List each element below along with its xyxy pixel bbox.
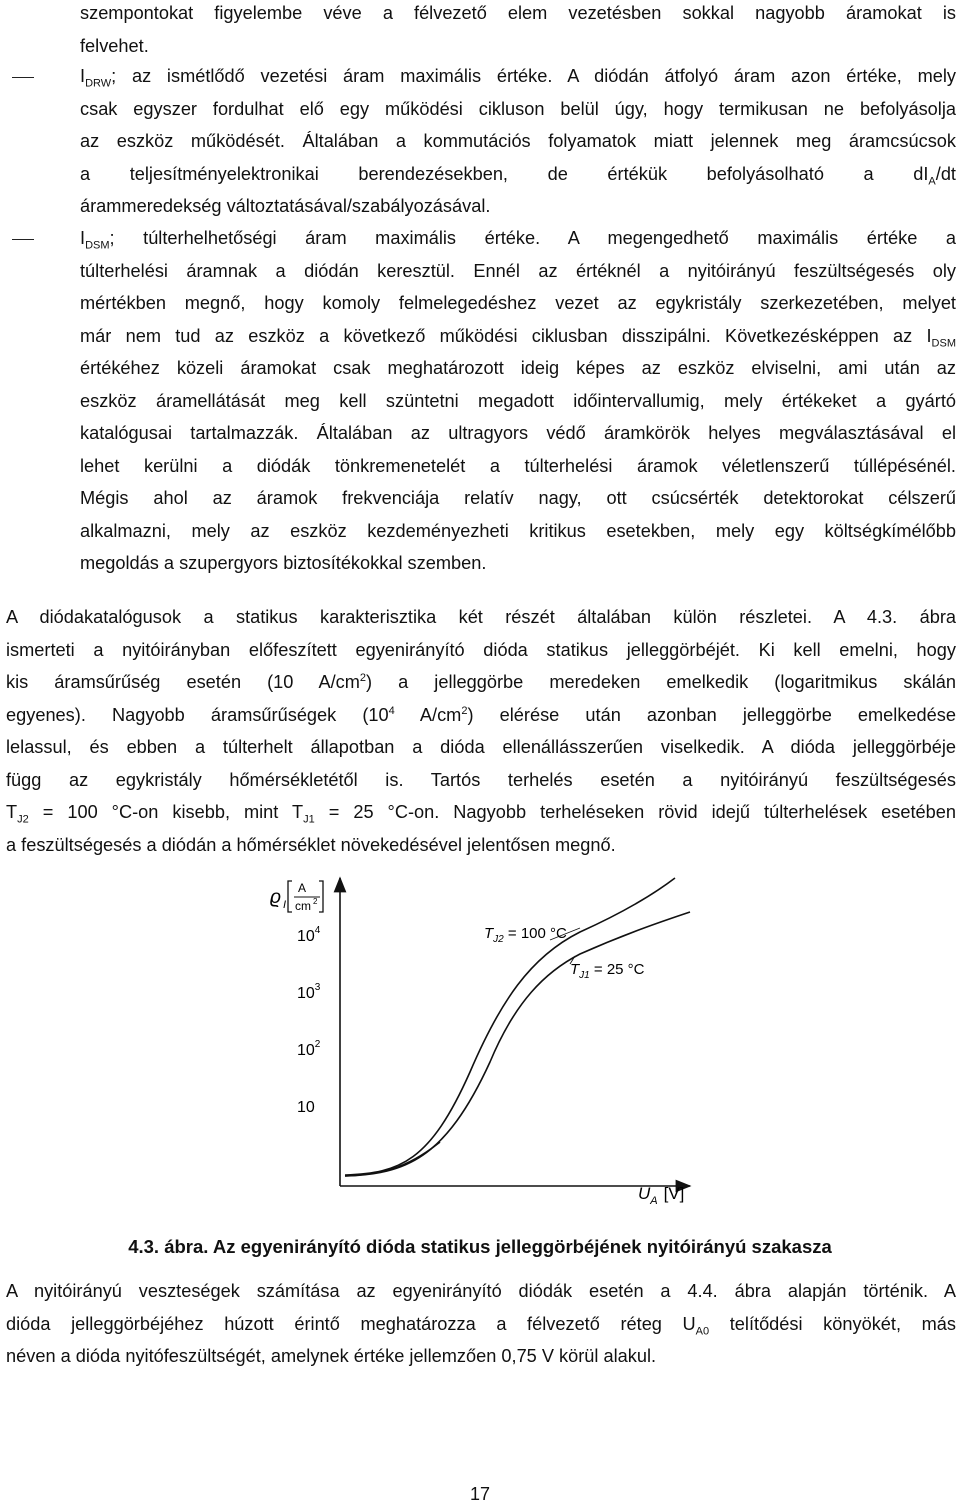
text-line: Mégis ahol az áramok frekvenciája relatív nagy, ott csúcsérték detektorokat célszerű (80, 488, 956, 508)
text-run: kis áramsűrűség esetén (10 A/cm (6, 672, 360, 692)
y-tick-label: 10 (297, 1099, 315, 1116)
text-line: az eszköz működését. Általában a kommutációs folyamatok miatt jelennek meg áramcsúcsok (80, 131, 956, 151)
text-line: katalógusai tartalmazzák. Általában az ultragyors védő áramkörök helyes megválasztásával el (80, 423, 956, 443)
text-run: = 25 °C-on. Nagyobb terheléseken rövid idejű túlterhelések esetében (314, 802, 956, 822)
text-line: függ az egykristály hőmérsékletétől is. Tartós terhelés esetén a nyitóirányú feszültségesés (6, 769, 956, 790)
text-run: egyenes). Nagyobb áramsűrűségek (10 (6, 704, 389, 725)
symbol: I (80, 228, 86, 248)
text-run: a teljesítményelektronikai berendezésekben, de értékük befolyásolható a dI (80, 163, 929, 184)
text-line: túlterhelési áramnak a diódán keresztül. Ennél az értéknél a nyitóirányú feszültségesés oly (80, 260, 956, 281)
y-axis-unit-num: A (298, 881, 307, 895)
series-line-tj1 (345, 912, 690, 1176)
text-line: csak egyszer fordulhat elő egy működési cikluson belül úgy, hogy termikusan ne befolyásolja (80, 98, 956, 119)
intro-paragraph (80, 0, 956, 62)
subscript: J1 (303, 813, 315, 826)
series-label-tj1: $T_{J1} = 25$ °C (570, 961, 645, 981)
body-paragraph (6, 601, 956, 861)
list-dash (12, 77, 34, 78)
text-line: értékéhez közeli áramokat csak meghatározott ideig képes az eszköz elviselni, ami után az (80, 358, 956, 378)
figure-number: 4.3. ábra. (128, 1236, 209, 1257)
closing-paragraph (6, 1275, 956, 1373)
subscript: DSM (931, 337, 956, 350)
text-line: felvehet. (80, 35, 149, 56)
text-line: alkalmazni, mely az eszköz kezdeményezheti kritikus esetekben, mely egy költségkímélőbb (80, 520, 956, 541)
text-line: árammeredekség változtatásával/szabályozásával. (80, 196, 491, 216)
y-tick-label: $10^4$ (297, 925, 321, 945)
text-line: néven a dióda nyitófeszültségét, amelynek értéke jellemzően 0,75 V körül alakul. (6, 1346, 657, 1366)
text-run: = 100 °C-on kisebb, mint T (28, 802, 304, 822)
text-line (80, 158, 956, 191)
text-line: A diódakatalógusok a statikus karakterisztika két részét általában külön részletei. A 4.3. ábra (6, 607, 956, 627)
text-line: ismerteti a nyitóirányban előfeszített egyenirányító dióda statikus jelleggörbéjét. Ki kell emelni, hogy (6, 639, 956, 660)
list-dash (12, 239, 34, 240)
superscript: 2 (359, 671, 367, 684)
y-axis-unit-den: cm (295, 899, 311, 913)
y-tick-label: $10^2$ (297, 1039, 321, 1059)
x-axis-label: $U_A$ [V] (638, 1184, 685, 1207)
text-line: mértékben megnő, hogy komoly felmelegedéshez vezet az egykristály szerkezetében, melyet (80, 293, 956, 313)
symbol: I (80, 66, 86, 86)
figure-caption (0, 1231, 960, 1263)
y-tick-labels (297, 925, 321, 1116)
text-run: telítődési könyökét, más (709, 1313, 956, 1334)
text-line: eszköz áramellátását meg kell szüntetni megadott időintervallumig, mely értékeket a gyártó (80, 390, 956, 411)
subscript: DRW (85, 77, 112, 90)
text-line (6, 1308, 956, 1341)
text-line: A nyitóirányú veszteségek számítása az egyenirányító diódák esetén a 4.4. ábra alapján történik. A (6, 1281, 956, 1301)
subscript: DSM (85, 239, 110, 252)
y-axis-label-sub: I (283, 899, 287, 911)
list-item-idrw (80, 60, 956, 223)
text-line (6, 699, 956, 732)
superscript: 2 (461, 704, 468, 717)
y-axis-label-symbol: ϱ (270, 887, 282, 908)
page-number: 17 (469, 1484, 491, 1504)
text-line (6, 666, 956, 699)
superscript: 4 (388, 704, 395, 717)
subscript: J2 (17, 813, 29, 826)
text-line: megoldás a szupergyors biztosítékokkal szemben. (80, 553, 487, 573)
series-line-tj2 (345, 878, 675, 1175)
series-label-tj2: $T_{J2} = 100$ °C (484, 925, 567, 945)
text-run: ; az ismétlődő vezetési áram maximális értéke. A diódán átfolyó áram azon értéke, mely (111, 66, 956, 86)
text-line: a feszültségesés a diódán a hőmérséklet növekedésével jelentősen megnő. (6, 834, 616, 855)
figure-title: Az egyenirányító dióda statikus jelleggörbéjének nyitóirányú szakasza (208, 1236, 832, 1257)
text-run: ) a jelleggörbe meredeken emelkedik (logaritmikus skálán (366, 672, 956, 692)
text-run: már nem tud az eszköz a következő működési ciklusban disszipálni. Következésképpen az I (80, 325, 932, 346)
text-line: lelassul, és ebben a túlterhelt állapotban a dióda ellenállásszerűen viselkedik. A dióda jelleggörbéje (6, 737, 956, 757)
text-run: /dt (935, 163, 956, 184)
text-line (80, 222, 956, 255)
text-line (6, 796, 956, 829)
y-axis-unit-den-sup: 2 (313, 897, 318, 906)
text-line: szempontokat figyelembe véve a félvezető elem vezetésben sokkal nagyobb áramokat is (80, 3, 956, 23)
text-run: ) elérése után azonban jelleggörbe emelkedése (467, 704, 956, 725)
text-line: lehet kerülni a diódák tönkremenetelét a túlterhelési áramok véletlenszerű túllépésénél. (80, 455, 956, 476)
diode-characteristic-chart (0, 872, 960, 1212)
text-run: A/cm (394, 704, 462, 725)
y-tick-label: $10^3$ (297, 982, 321, 1002)
text-run: ; túlterhelhetőségi áram maximális értéke. A megengedhető maximális értéke a (109, 228, 956, 248)
subscript: A (928, 175, 936, 188)
list-item-idsm (80, 222, 956, 580)
text-run: T (6, 802, 18, 822)
subscript: A0 (695, 1325, 710, 1338)
text-line (80, 60, 956, 93)
text-line (80, 320, 956, 353)
text-run: dióda jelleggörbéjéhez húzott érintő meghatározza a félvezető réteg U (6, 1313, 696, 1334)
